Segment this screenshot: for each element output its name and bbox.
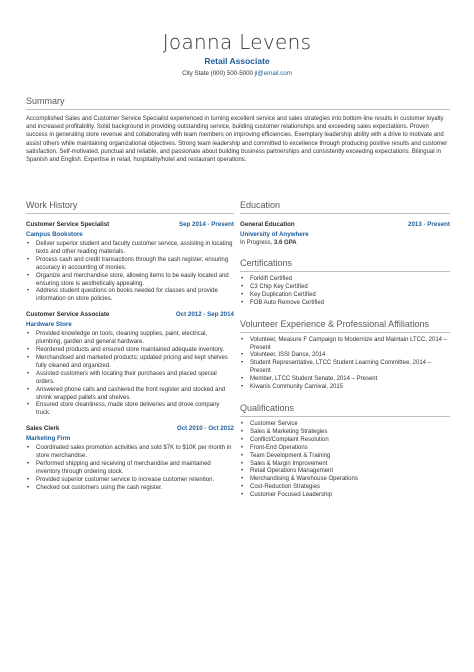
qualification-item: • Team Development & Training — [240, 453, 450, 461]
volunteer-list — [240, 337, 450, 392]
job-title: Retail Associate — [204, 56, 270, 66]
work-history-section — [26, 199, 234, 493]
qualification-item: • Front-End Operations — [240, 445, 450, 453]
certification-item: • C3 Chip Key Certified — [240, 284, 450, 292]
education-header — [240, 220, 450, 229]
right-column — [240, 199, 450, 500]
job-bullet: • Ensured store cleanliness, made store deliveries and drove company truck. — [26, 402, 234, 418]
contact-line — [0, 69, 474, 78]
certification-item: • Key Duplication Certified — [240, 292, 450, 300]
job-header — [26, 424, 234, 433]
job-company: Marketing Firm — [26, 435, 71, 443]
job-bullet: • Checked out customers using the cash register. — [26, 485, 234, 493]
summary-heading: Summary — [26, 95, 450, 110]
job-bullets — [26, 241, 234, 304]
job-bullet: • Performed shipping and receiving of merchandise and maintained inventory through ordering stock. — [26, 461, 234, 477]
education-status-line — [240, 239, 450, 247]
education-school: University of Anywhere — [240, 231, 309, 238]
summary-section — [26, 95, 450, 164]
job-company: Hardware Store — [26, 321, 72, 329]
qualification-item: • Customer Focused Leadership — [240, 492, 450, 500]
education-status: In Progress, — [240, 240, 273, 246]
job-header — [26, 310, 234, 319]
job-company: Campus Bookstore — [26, 231, 83, 238]
qualification-item: • Cost-Reduction Strategies — [240, 484, 450, 492]
education-section — [240, 199, 450, 247]
certifications-list — [240, 276, 450, 308]
job-bullet: • Provided knowledge on tools, cleaning supplies, paint, electrical, plumbing, garden and general hardware. — [26, 331, 234, 347]
volunteer-item: • Kiwanis Community Carnival, 2015 — [240, 384, 450, 392]
qualification-item: • Sales & Margin Improvement — [240, 461, 450, 469]
job-bullet: • Answered phone calls and cashiered the front register and stocked and shrink wrapped pallets and shelves. — [26, 387, 234, 403]
job-dates: Oct 2010 - Oct 2012 — [176, 425, 234, 433]
work-history-heading: Work History — [26, 199, 234, 214]
job-entry — [26, 220, 234, 304]
qualifications-list — [240, 421, 450, 500]
job-bullet: • Reordered products and ensured store maintained adequate inventory. — [26, 347, 234, 355]
job-bullet: • Merchandised and marketed products; updated pricing and kept shelves fully cleaned and organized. — [26, 355, 234, 371]
qualification-item: • Sales & Marketing Strategies — [240, 429, 450, 437]
job-bullet: • Coordinated sales promotion activities and sold $7K to $10K per month in store merchandise. — [26, 445, 234, 461]
qualification-item: • Merchandising & Warehouse Operations — [240, 476, 450, 484]
qualifications-heading: Qualifications — [240, 402, 450, 417]
job-bullet: • Address student questions on books needed for classes and provide information on store policies. — [26, 288, 234, 304]
email-link[interactable]: jl@email.com — [254, 70, 292, 77]
education-gpa: 3.6 GPA — [274, 240, 297, 246]
education-degree: General Education — [240, 221, 295, 228]
volunteer-item: • Student Representative, LTCC Student Learning Committee, 2014 – Present — [240, 360, 450, 376]
job-position: Sales Clerk — [26, 425, 60, 433]
job-bullets — [26, 445, 234, 492]
volunteer-item: • Volunteer, ISSI Dance, 2014 — [240, 352, 450, 360]
volunteer-item: • Member, LTCC Student Senate, 2014 – Present — [240, 376, 450, 384]
education-heading: Education — [240, 199, 450, 214]
certifications-heading: Certifications — [240, 257, 450, 272]
job-entry — [26, 310, 234, 418]
job-header — [26, 220, 234, 229]
resume-header — [0, 30, 474, 78]
job-dates: Oct 2012 - Sep 2014 — [175, 311, 234, 319]
volunteer-item: • Volunteer, Measure F Campaign to Modernize and Maintain LTCC, 2014 – Present — [240, 337, 450, 353]
volunteer-section — [240, 318, 450, 392]
job-position: Customer Service Specialist — [26, 221, 110, 228]
candidate-name: Joanna Levens — [162, 30, 312, 54]
qualification-item: • Conflict/Complaint Resolution — [240, 437, 450, 445]
qualifications-section — [240, 402, 450, 500]
education-dates: 2013 - Present — [408, 221, 450, 228]
job-bullet: • Organize and merchandise store, allowing items to be easily located and ensuring store is aesthetically appealing. — [26, 273, 234, 289]
volunteer-heading: Volunteer Experience & Professional Affiliations — [240, 318, 450, 333]
phone: (000) 500-5000 — [210, 70, 253, 77]
certification-item: • FOB Auto Remove Certified — [240, 300, 450, 308]
job-bullets — [26, 331, 234, 418]
job-bullet: • Process cash and credit transactions through the cash register, ensuring accuracy in accounting of monies. — [26, 257, 234, 273]
job-position: Customer Service Associate — [26, 311, 110, 319]
summary-text: Accomplished Sales and Customer Service Specialist experienced in turning excellent service and sales strategies into bottom-line results in customer loyalty and increased profitability. Solid background in providing outstanding service, building customer relationships and exceeding sales expectations. Proven success in generating store revenue and collaborating with team members on improving efficiencies. Exemplary leadership ability with a drive to motivate and assist others while maintaining organizational objectives. Strong team leadership and committed to excellence through producing positive results and customer satisfaction. Self-motivated, punctual and reliable, and passionate about building business partnerships and consistently exceeding expectations. Bilingual in Spanish and English. Expertise in retail, hospitality/hotel and restaurant operations. — [26, 116, 448, 164]
certification-item: • Forklift Certified — [240, 276, 450, 284]
qualification-item: • Customer Service — [240, 421, 450, 429]
job-bullet: • Assisted customers with locating their purchases and placed special orders. — [26, 371, 234, 387]
qualification-item: • Retail Operations Management — [240, 468, 450, 476]
location: City State — [182, 70, 209, 77]
job-bullet: • Provided superior customer service to increase customer retention. — [26, 477, 234, 485]
job-entry — [26, 424, 234, 492]
job-bullet: • Deliver superior student and faculty customer service, assisting in locating texts and other reading materials. — [26, 241, 234, 257]
job-dates: Sep 2014 - Present — [178, 221, 234, 228]
certifications-section — [240, 257, 450, 308]
